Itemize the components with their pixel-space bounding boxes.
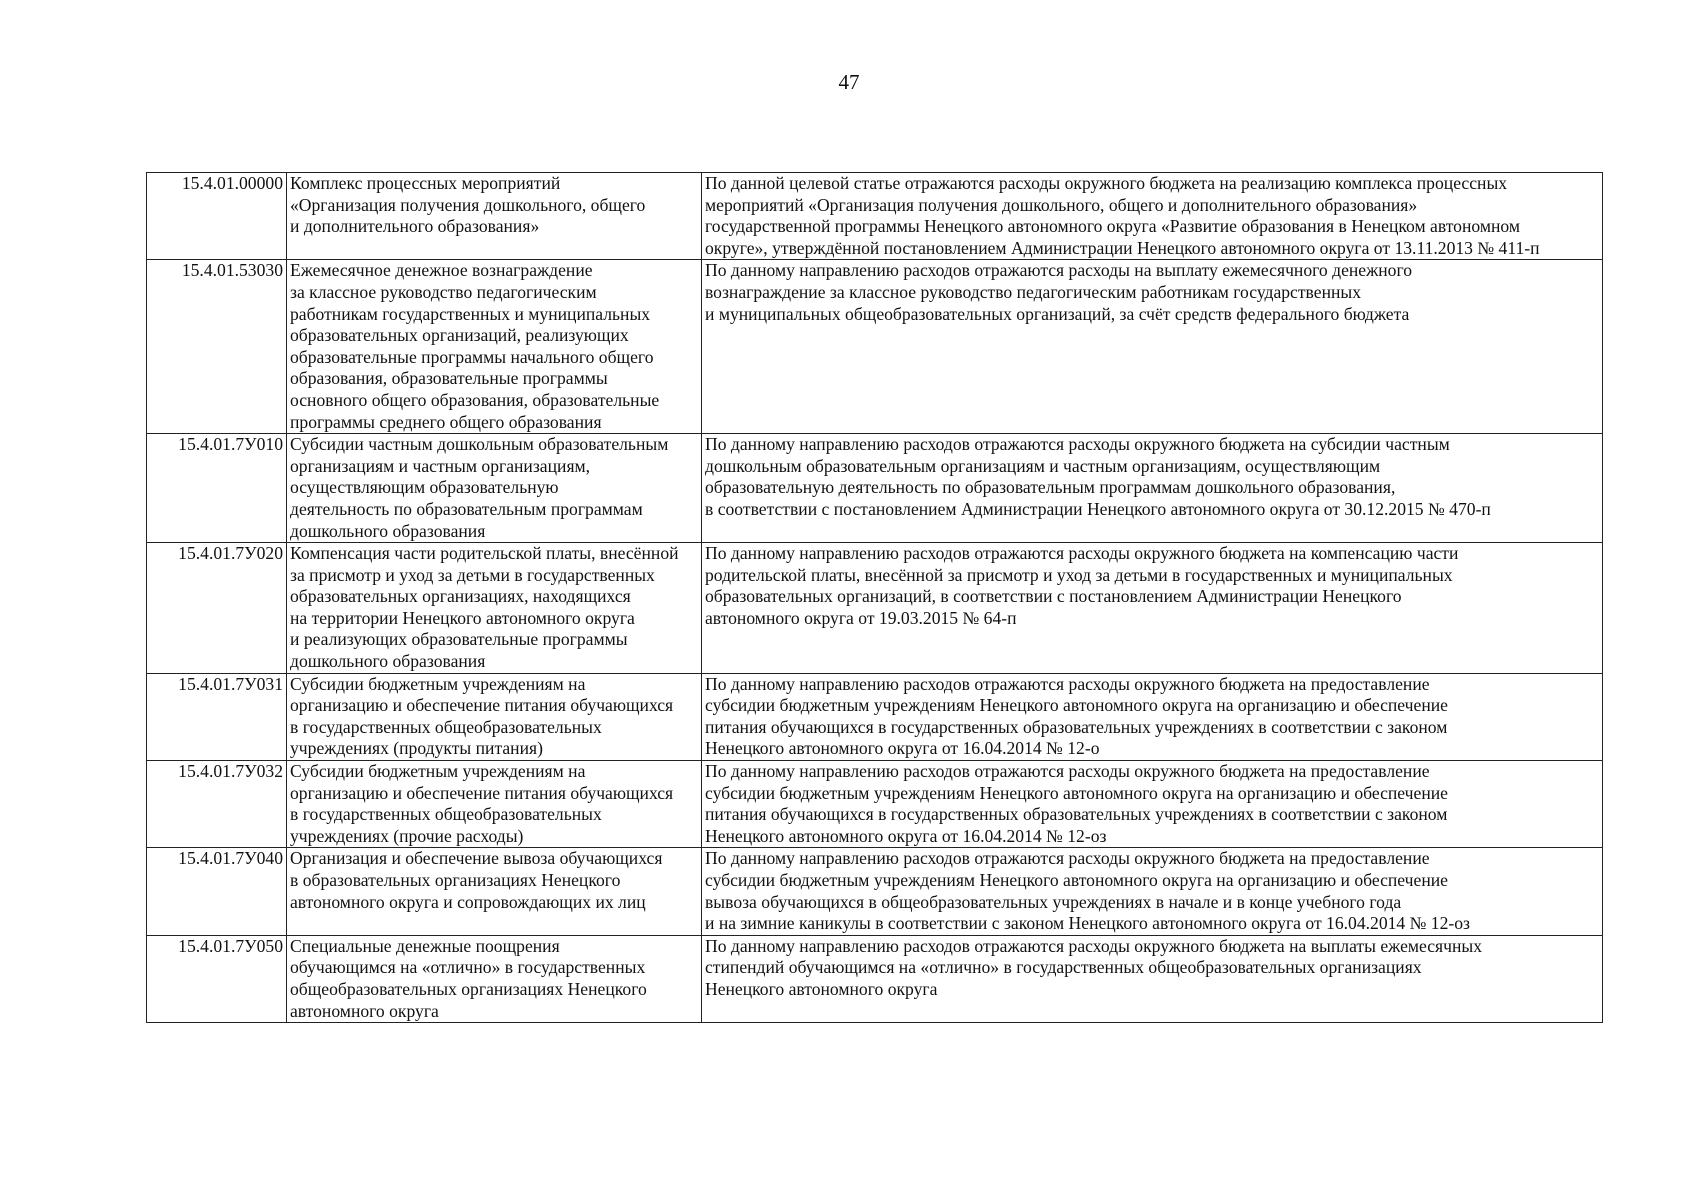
row-description: По данному направлению расходов отражаются расходы окружного бюджета на предоставление субсидии бюджетным учреждениям Ненецкого автономного округа на организацию и обеспечение вывоза обучающихся в общеобразовательных учреждениях в начале и в конце учебного года и на зимние каникулы в соответствии с законом Ненецкого автономного округа от 16.04.2014 № 12-оз [702,848,1603,935]
row-name: Специальные денежные поощрения обучающимся на «отлично» в государственных общеобразовательных организациях Ненецкого автономного округа [287,935,702,1022]
row-description: По данному направлению расходов отражаются расходы окружного бюджета на предоставление субсидии бюджетным учреждениям Ненецкого автономного округа на организацию и обеспечение питания обучающихся в государственных образовательных учреждениях в соответствии с законом Ненецкого автономного округа от 16.04.2014 № 12-оз [702,761,1603,848]
row-name: Субсидии частным дошкольным образовательным организациям и частным организациям, осуществляющим образовательную деятельность по образовательным программам дошкольного образования [287,434,702,543]
row-code: 15.4.01.7У032 [147,761,287,848]
table-row [147,935,1603,1022]
row-description: По данному направлению расходов отражаются расходы окружного бюджета на предоставление субсидии бюджетным учреждениям Ненецкого автономного округа на организацию и обеспечение питания обучающихся в государственных образовательных учреждениях в соответствии с законом Ненецкого автономного округа от 16.04.2014 № 12-о [702,673,1603,760]
row-code: 15.4.01.53030 [147,260,287,434]
row-description: По данному направлению расходов отражаются расходы окружного бюджета на субсидии частным дошкольным образовательным организациям и частным организациям, осуществляющим образовательную деятельность по образовательным программам дошкольного образования, в соответствии с постановлением Администрации Ненецкого автономного округа от 30.12.2015 № 470-п [702,434,1603,543]
table-row [147,543,1603,674]
row-description: По данному направлению расходов отражаются расходы окружного бюджета на компенсацию части родительской платы, внесённой за присмотр и уход за детьми в государственных и муниципальных образовательных организаций, в соответствии с постановлением Администрации Ненецкого автономного округа от 19.03.2015 № 64-п [702,543,1603,674]
row-name: Субсидии бюджетным учреждениям на организацию и обеспечение питания обучающихся в государственных общеобразовательных учреждениях (продукты питания) [287,673,702,760]
table-row [147,434,1603,543]
row-description: По данной целевой статье отражаются расходы окружного бюджета на реализацию комплекса процессных мероприятий «Организация получения дошкольного, общего и дополнительного образования» государственной программы Ненецкого автономного округа «Развитие образования в Ненецком автономном округе», утверждённой постановлением Администрации Ненецкого автономного округа от 13.11.2013 № 411-п [702,173,1603,260]
budget-classification-table [146,172,1603,1023]
row-code: 15.4.01.7У010 [147,434,287,543]
row-code: 15.4.01.7У040 [147,848,287,935]
table-row [147,848,1603,935]
row-description: По данному направлению расходов отражаются расходы на выплату ежемесячного денежного вознаграждение за классное руководство педагогическим работникам государственных и муниципальных общеобразовательных организаций, за счёт средств федерального бюджета [702,260,1603,434]
row-code: 15.4.01.7У031 [147,673,287,760]
row-code: 15.4.01.7У020 [147,543,287,674]
table-row [147,260,1603,434]
row-name: Организация и обеспечение вывоза обучающихся в образовательных организациях Ненецкого автономного округа и сопровождающих их лиц [287,848,702,935]
row-description: По данному направлению расходов отражаются расходы окружного бюджета на выплаты ежемесячных стипендий обучающимся на «отлично» в государственных общеобразовательных организациях Ненецкого автономного округа [702,935,1603,1022]
page-number: 47 [838,70,860,94]
table-row [147,761,1603,848]
row-code: 15.4.01.7У050 [147,935,287,1022]
row-name: Комплекс процессных мероприятий «Организация получения дошкольного, общего и дополнительного образования» [287,173,702,260]
row-name: Ежемесячное денежное вознаграждение за классное руководство педагогическим работникам государственных и муниципальных образовательных организаций, реализующих образовательные программы начального общего образования, образовательные программы основного общего образования, образовательные программы среднего общего образования [287,260,702,434]
row-code: 15.4.01.00000 [147,173,287,260]
table-row [147,173,1603,260]
row-name: Компенсация части родительской платы, внесённой за присмотр и уход за детьми в государственных образовательных организациях, находящихся на территории Ненецкого автономного округа и реализующих образовательные программы дошкольного образования [287,543,702,674]
row-name: Субсидии бюджетным учреждениям на организацию и обеспечение питания обучающихся в государственных общеобразовательных учреждениях (прочие расходы) [287,761,702,848]
table-row [147,673,1603,760]
